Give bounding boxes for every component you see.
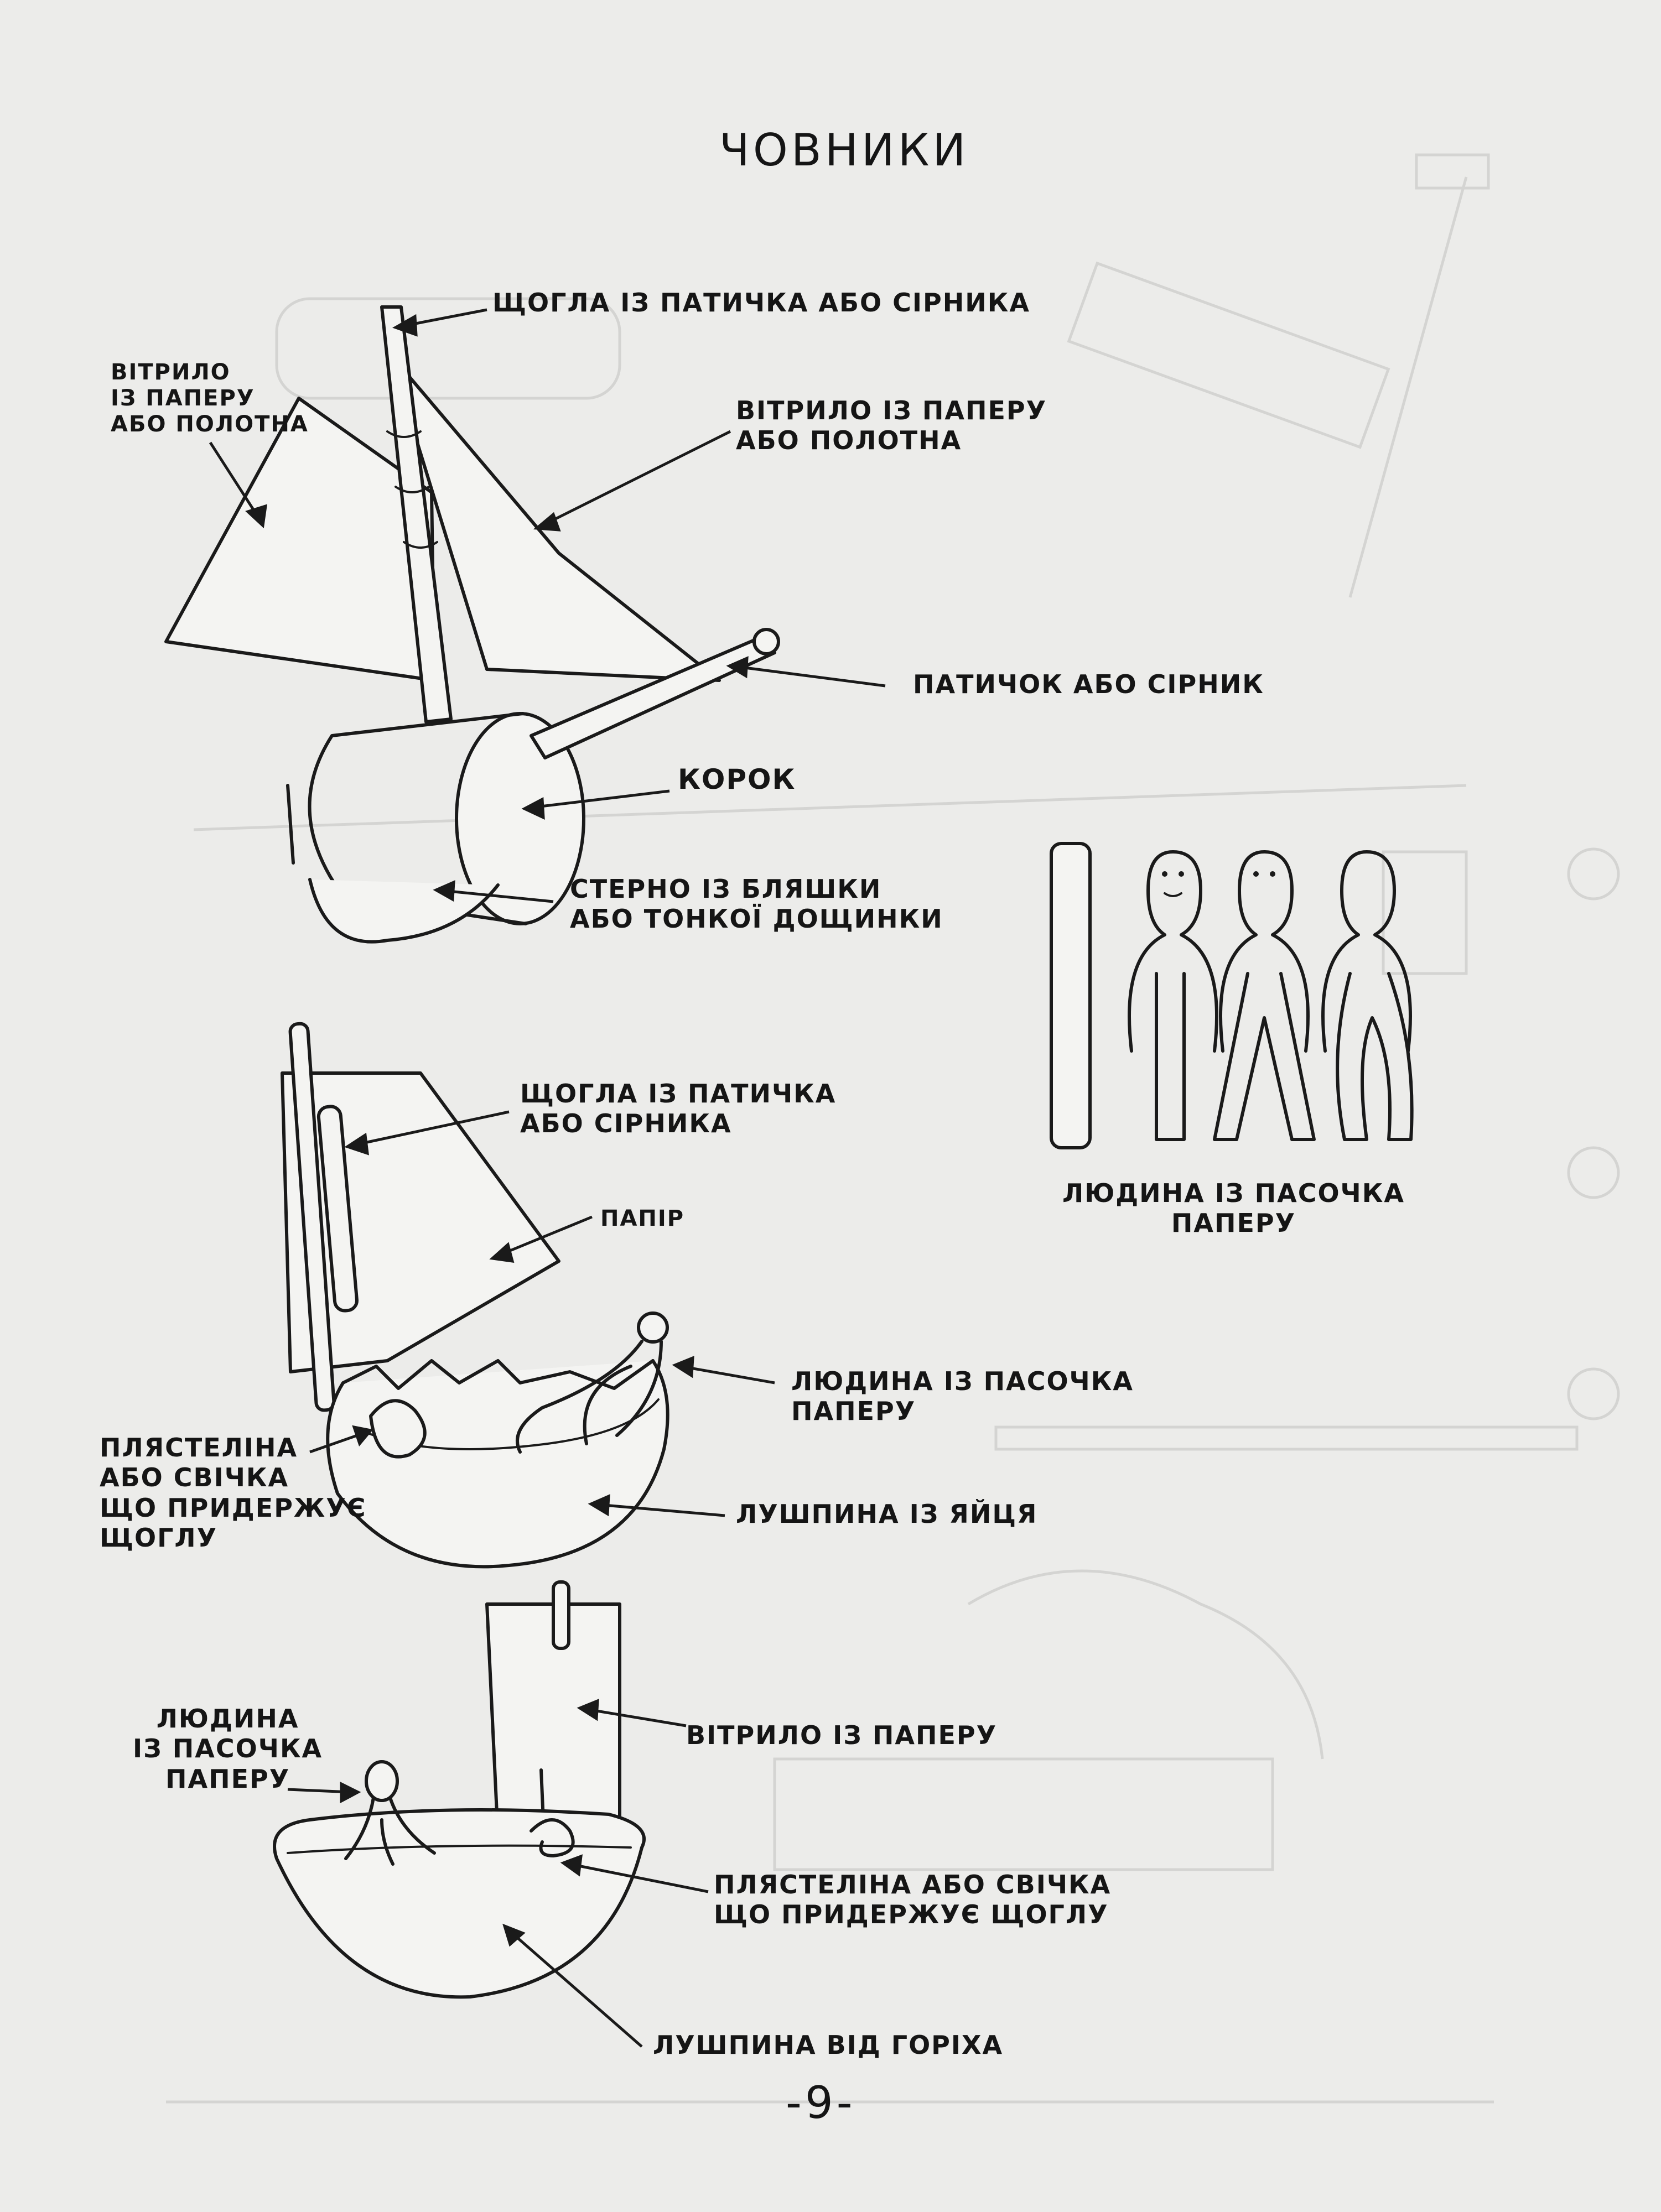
page-number: -9- (786, 2077, 856, 2128)
label-sail-left: ВІТРИЛО ІЗ ПАПЕРУ АБО ПОЛОТНА (111, 360, 309, 438)
label-plasticine-nut-boat: ПЛЯСТЕЛІНА АБО СВІЧКА ЩО ПРИДЕРЖУЄ ЩОГЛУ (714, 1870, 1112, 1930)
label-rudder: СТЕРНО ІЗ БЛЯШКИ АБО ТОНКОЇ ДОЩИНКИ (570, 874, 943, 934)
label-sail-nut-boat: ВІТРИЛО ІЗ ПАПЕРУ (686, 1720, 998, 1750)
label-paper-person: ЛЮДИНА ІЗ ПАСОЧКА ПАПЕРУ (1062, 1178, 1405, 1238)
label-nutshell: ЛУШПИНА ВІД ГОРІХА (653, 2030, 1004, 2060)
page-title: ЧОВНИКИ (719, 124, 969, 176)
label-stick-or-match: ПАТИЧОК АБО СІРНИК (913, 669, 1264, 699)
label-mast-stick-or-match: ЩОГЛА ІЗ ПАТИЧКА АБО СІРНИКА (492, 288, 1030, 318)
label-mast-egg-boat: ЩОГЛА ІЗ ПАТИЧКА АБО СІРНИКА (520, 1079, 837, 1139)
label-cork: КОРОК (678, 763, 796, 795)
label-eggshell: ЛУШПИНА ІЗ ЯЙЦЯ (736, 1499, 1038, 1529)
label-person-nut-boat: ЛЮДИНА ІЗ ПАСОЧКА ПАПЕРУ (133, 1704, 323, 1794)
nutshell-boat-drawing (274, 1582, 644, 1997)
label-sail-right: ВІТРИЛО ІЗ ПАПЕРУ АБО ПОЛОТНА (736, 395, 1047, 456)
label-plasticine-egg-boat: ПЛЯСТЕЛІНА АБО СВІЧКА ЩО ПРИДЕРЖУЄ ЩОГЛУ (100, 1433, 367, 1553)
label-paper: ПАПІР (600, 1206, 685, 1231)
label-person-egg-boat: ЛЮДИНА ІЗ ПАСОЧКА ПАПЕРУ (791, 1366, 1134, 1427)
paper-person-drawing (1051, 844, 1412, 1148)
